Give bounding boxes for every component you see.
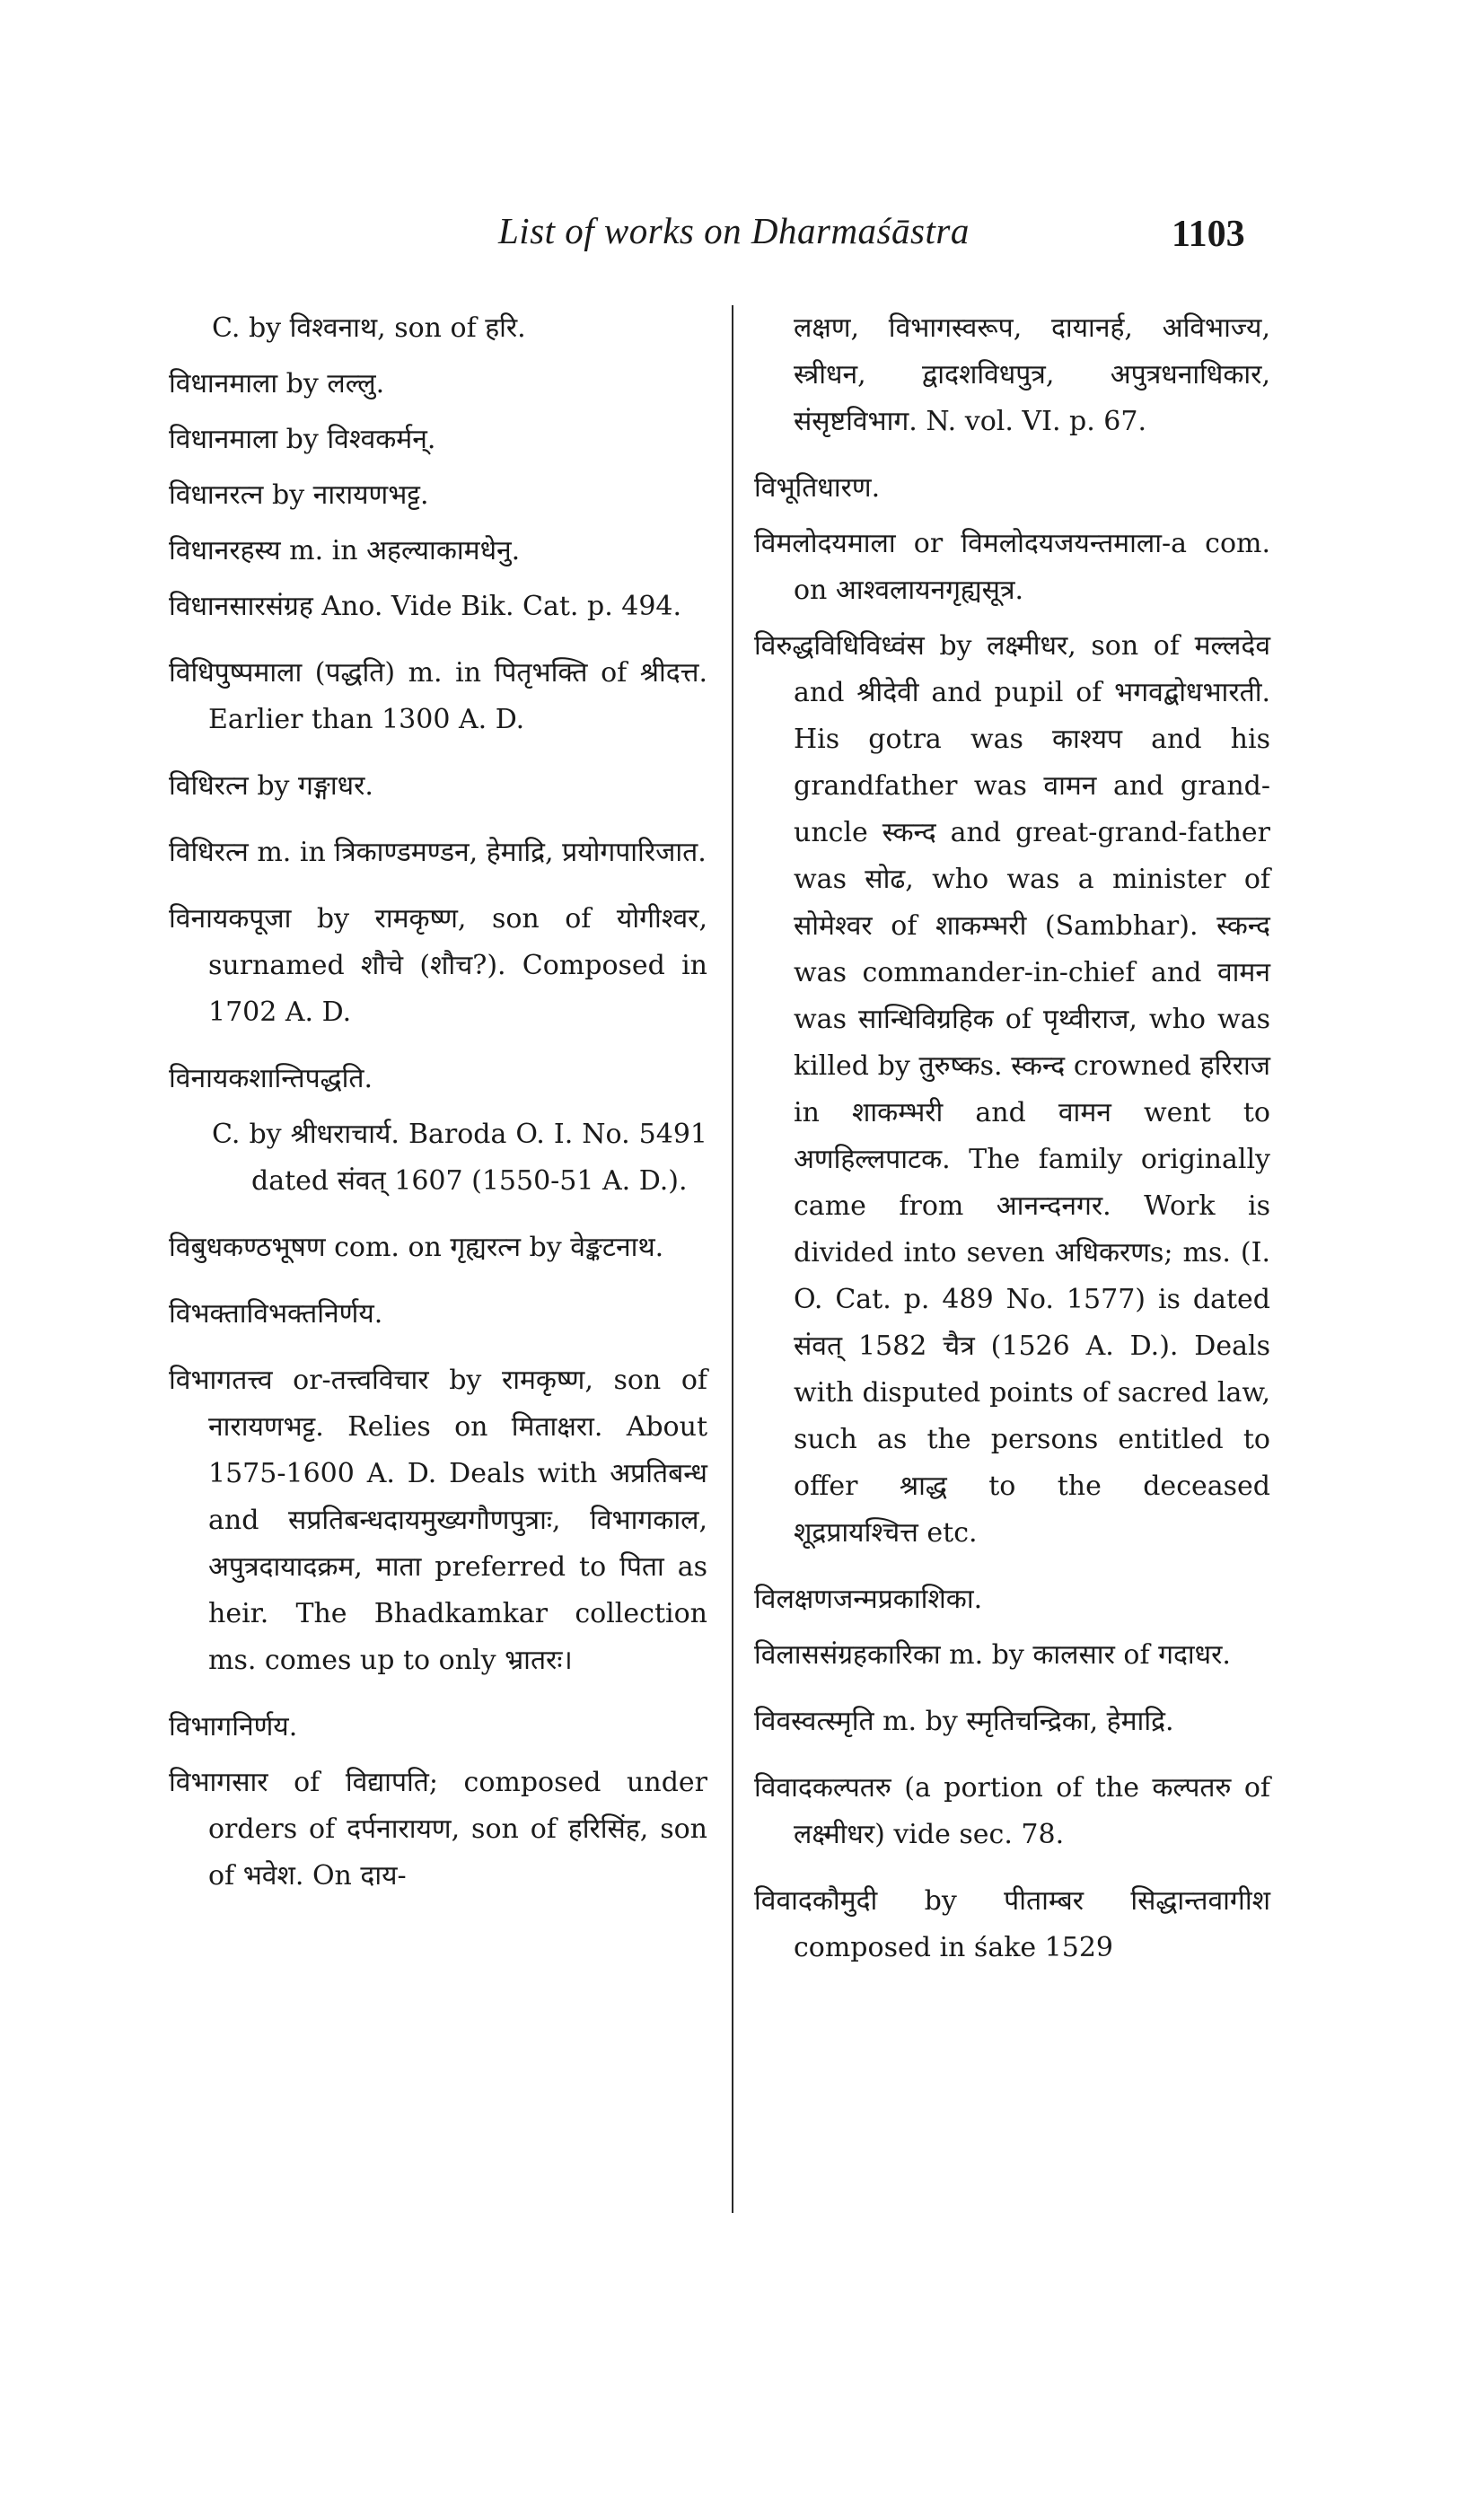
entry-paragraph: विधानसारसंग्रह Ano. Vide Bik. Cat. p. 494. [169,591,682,622]
right-column [754,305,1270,1991]
entry-paragraph: विधानरत्न by नारायणभट्ट. [169,479,429,511]
left-column [169,305,707,1919]
entry-paragraph: विभूतिधारण. [754,472,881,504]
entry-paragraph: लक्षण, विभागस्वरूप, दायानर्ह, अविभाज्य, स्त्रीधन, द्वादशविधपुत्र, अपुत्रधनाधिकार, संसृष्टविभाग. N. vol. VI. p. 67. [794,312,1270,437]
entry-paragraph: विमलोदयमाला or विमलोदयजयन्तमाला-a com. on आश्वलायनगृह्यसूत्र. [754,528,1270,606]
entry-paragraph: विनायकपूजा by रामकृष्ण, son of योगीश्वर, surnamed शौचे (शौच?). Composed in 1702 A. D. [169,903,707,1028]
entry-paragraph: विलक्षणजन्मप्रकाशिका. [754,1584,983,1615]
entry-paragraph: विवादकौमुदी by पीताम्बर सिद्धान्तवागीश composed in śake 1529 [754,1885,1270,1963]
entry-paragraph: विधिरत्न m. in त्रिकाण्डमण्डन, हेमाद्रि, प्रयोगपारिजात. [169,837,707,868]
entry-paragraph: विनायकशान्तिपद्धति. [169,1063,373,1094]
entry-paragraph: विधानमाला by विश्वकर्मन्. [169,424,436,455]
entry-paragraph: विधिरत्न by गङ्गाधर. [169,770,373,802]
entry-paragraph: विरुद्धविधिविध्वंस by लक्ष्मीधर, son of मल्लदेव and श्रीदेवी and pupil of भगवद्बोधभारती. His gotra was काश्यप and his grandfather was वामन and grand-uncle स्कन्द and great-grand-father was सोढ, who was a minister of सोमेश्वर of शाकम्भरी (Sambhar). स्कन्द was commander-in-chief and वामन was सान्धिविग्रहिक of पृथ्वीराज, who was killed by तुरुष्कs. स्कन्द crowned हरिराज in शाकम्भरी and वामन went to अणहिल्लपाटक. The family originally came from आनन्दनगर. Work is divided into seven अधिकरणs; ms. (I. O. Cat. p. 489 No. 1577) is dated संवत् 1582 चैत्र (1526 A. D.). Deals with disputed points of sacred law, such as the persons entitled to offer श्राद्ध to the deceased शूद्रप्रायश्चित्त etc. [754,630,1270,1549]
entry-paragraph: विबुधकण्ठभूषण com. on गृह्यरत्न by वेङ्कटनाथ. [169,1232,664,1263]
entry-paragraph: C. by विश्वनाथ, son of हरि. [212,312,526,344]
entry-paragraph: विभागतत्त्व or-तत्त्वविचार by रामकृष्ण, son of नारायणभट्ट. Relies on मिताक्षरा. About 1575-1600 A. D. Deals with अप्रतिबन्ध and सप्रतिबन्धदायमुख्यगौणपुत्राः, विभागकाल, अपुत्रदायादक्रम, माता preferred to पिता as heir. The Bhadkamkar collection ms. comes up to only भ्रातरः। [169,1365,707,1676]
entry-paragraph: विलाससंग्रहकारिका m. by कालसार of गदाधर. [754,1639,1231,1671]
entry-paragraph: विधानमाला by लल्लु. [169,368,385,399]
entry-paragraph: विधानरहस्य m. in अहल्याकामधेनु. [169,535,521,566]
entry-paragraph: विभक्ताविभक्तनिर्णय. [169,1298,383,1330]
running-title: List of works on Dharmaśāstra [498,210,970,251]
column-divider [732,305,733,2213]
entry-paragraph: C. by श्रीधराचार्य. Baroda O. I. No. 5491 dated संवत् 1607 (1550-51 A. D.). [212,1119,707,1197]
entry-paragraph: विवादकल्पतरु (a portion of the कल्पतरु of लक्ष्मीधर) vide sec. 78. [754,1772,1270,1850]
page-number: 1103 [1172,214,1245,255]
entry-paragraph: विभागनिर्णय. [169,1711,298,1743]
entry-paragraph: विवस्वत्स्मृति m. by स्मृतिचन्द्रिका, हेमाद्रि. [754,1706,1174,1737]
entry-paragraph: विधिपुष्पमाला (पद्धति) m. in पितृभक्ति of श्रीदत्त. Earlier than 1300 A. D. [169,657,707,735]
entry-paragraph: विभागसार of विद्यापति; composed under orders of दर्पनारायण, son of हरिसिंह, son of भवेश. On दाय- [169,1767,707,1892]
